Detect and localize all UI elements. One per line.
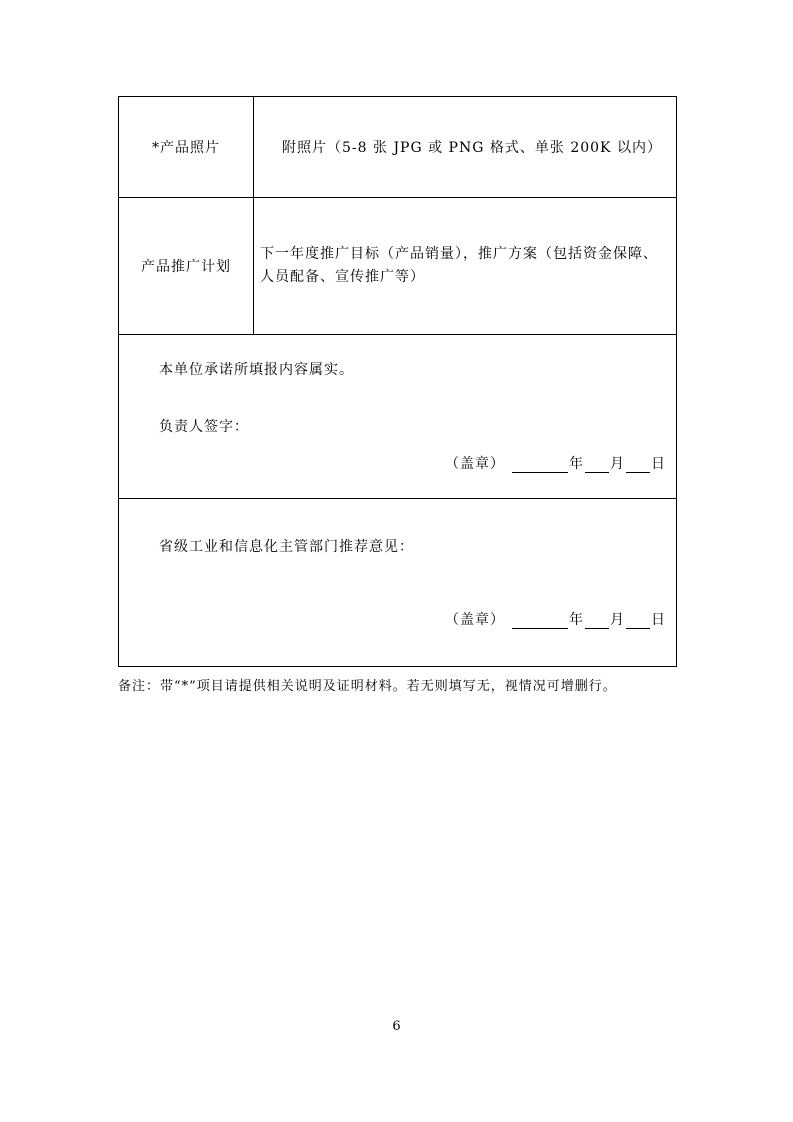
promotion-plan-instructions: 下一年度推广目标（产品销量），推广方案（包括资金保障、人员配备、宣传推广等） [260,246,658,285]
month-label: 月 [610,456,625,472]
commitment-statement: 本单位承诺所填报内容属实。 [159,362,354,378]
recommendation-row [119,499,677,667]
recommendation-cell [119,499,677,667]
day-label: 日 [651,612,666,628]
seal-label: （盖章） [445,456,505,472]
day-label: 日 [651,456,666,472]
month-blank[interactable] [585,614,609,629]
month-blank[interactable] [585,458,609,473]
promotion-plan-label: 产品推广计划 [119,198,254,335]
commitment-row [119,335,677,499]
year-blank[interactable] [512,614,568,629]
day-blank[interactable] [626,458,650,473]
photo-cell [254,97,677,198]
recommendation-statement: 省级工业和信息化主管部门推荐意见： [159,539,414,555]
photo-instructions: 附照片（5-8 张 JPG 或 PNG 格式、单张 200K 以内） [282,140,662,156]
footnote: 备注：带“*”项目请提供相关说明及证明材料。若无则填写无，视情况可增删行。 [118,679,617,694]
photo-row [119,97,677,198]
month-label: 月 [610,612,625,628]
photo-label: *产品照片 [119,97,254,198]
promotion-plan-row [119,198,677,335]
recommendation-date-line [445,609,666,629]
year-label: 年 [569,456,584,472]
commitment-cell [119,335,677,499]
product-application-table [118,96,677,667]
signature-label: 负责人签字： [159,419,249,435]
page-number: 6 [392,1019,401,1034]
promotion-plan-cell [254,198,677,335]
year-blank[interactable] [512,458,568,473]
day-blank[interactable] [626,614,650,629]
year-label: 年 [569,612,584,628]
seal-label: （盖章） [445,612,505,628]
commitment-date-line [445,453,666,473]
